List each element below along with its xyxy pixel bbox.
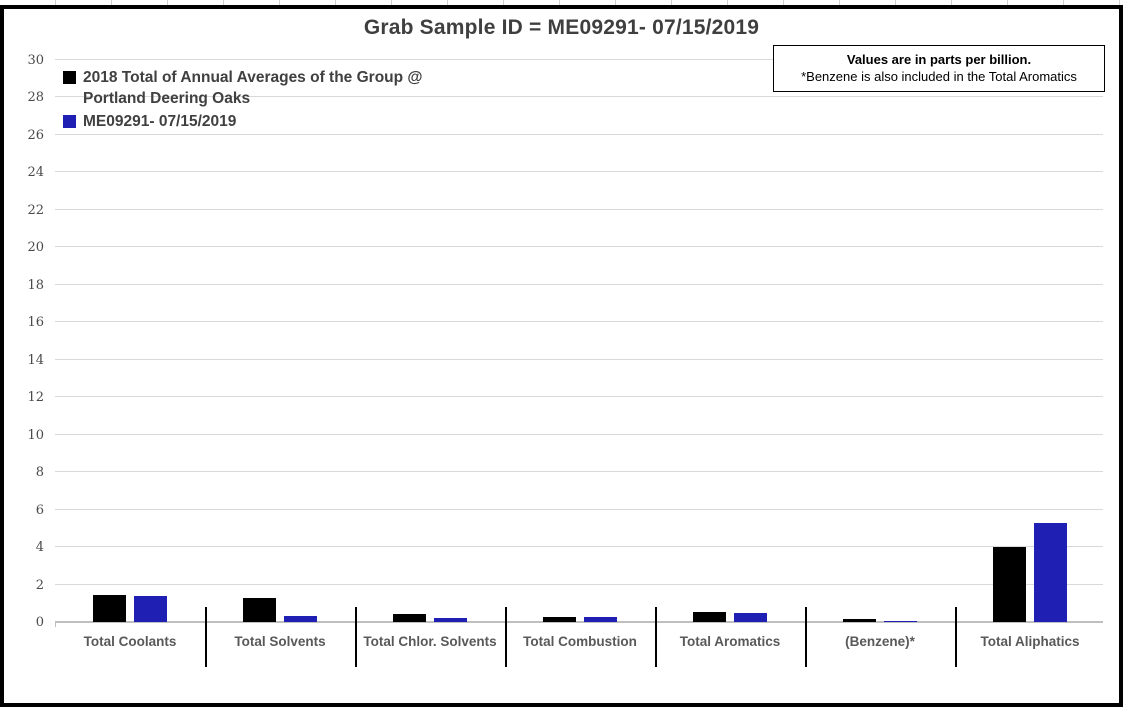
legend-swatch-icon	[63, 115, 76, 128]
y-tick-label: 12	[27, 390, 44, 406]
y-tick-label: 20	[27, 240, 44, 256]
bar-series2[interactable]	[434, 618, 467, 622]
bar-series1[interactable]	[693, 612, 726, 622]
bar-series1[interactable]	[393, 614, 426, 622]
bar-series2[interactable]	[284, 616, 317, 622]
category-group	[805, 60, 955, 649]
legend-item	[63, 111, 483, 132]
bar-series2[interactable]	[584, 617, 617, 622]
category-label: Total Solvents	[234, 634, 326, 649]
bar-row	[955, 523, 1105, 622]
bar-row	[505, 617, 655, 622]
bar-row	[655, 612, 805, 622]
note-box	[773, 45, 1105, 92]
category-label: Total Coolants	[83, 634, 177, 649]
chart-canvas[interactable]	[0, 5, 1123, 707]
bar-series1[interactable]	[243, 598, 276, 622]
note-line-benzene: *Benzene is also included in the Total Aromatics	[801, 69, 1077, 84]
legend-swatch-icon	[63, 71, 76, 84]
y-tick-label: 24	[27, 165, 44, 181]
bar-series1[interactable]	[843, 619, 876, 622]
category-group	[205, 60, 355, 649]
bar-series2[interactable]	[134, 596, 167, 622]
category-label: Total Chlor. Solvents	[363, 634, 497, 649]
category-group	[55, 60, 205, 649]
y-tick-label: 28	[27, 90, 44, 106]
category-label: Total Combustion	[523, 634, 637, 649]
category-label: Total Aromatics	[679, 634, 781, 649]
bar-series1[interactable]	[993, 547, 1026, 622]
legend-item	[63, 67, 483, 109]
y-tick-label: 14	[27, 352, 44, 368]
bar-series2[interactable]	[884, 621, 917, 622]
bar-series1[interactable]	[93, 595, 126, 622]
legend	[63, 67, 483, 134]
bar-row	[55, 595, 205, 622]
bar-row	[805, 619, 955, 622]
legend-label: 2018 Total of Annual Averages of the Group @ Portland Deering Oaks	[83, 69, 423, 107]
y-tick-label: 4	[35, 540, 44, 556]
y-tick-label: 30	[27, 53, 44, 68]
bar-row	[355, 614, 505, 622]
chart-title: Grab Sample ID = ME09291- 07/15/2019	[363, 16, 760, 39]
y-tick-label: 10	[27, 427, 44, 443]
category-group	[505, 60, 655, 649]
y-tick-label: 26	[27, 127, 44, 143]
y-tick-label: 6	[35, 502, 44, 518]
category-group	[355, 60, 505, 649]
bar-series2[interactable]	[1034, 523, 1067, 622]
category-label: Total Aliphatics	[980, 634, 1080, 649]
y-tick-label: 8	[35, 465, 44, 481]
note-line-units: Values are in parts per billion.	[846, 52, 1032, 67]
legend-label: ME09291- 07/15/2019	[83, 113, 237, 130]
bar-series1[interactable]	[543, 617, 576, 622]
category-group	[955, 60, 1105, 649]
category-label: (Benzene)*	[845, 634, 915, 649]
y-tick-label: 2	[35, 577, 44, 593]
y-tick-label: 0	[35, 615, 44, 630]
y-tick-label: 22	[27, 202, 44, 218]
bar-series2[interactable]	[734, 613, 767, 622]
y-tick-label: 16	[27, 315, 44, 331]
category-group	[655, 60, 805, 649]
y-tick-label: 18	[27, 277, 44, 293]
bar-row	[205, 598, 355, 622]
x-axis-tick	[55, 622, 56, 627]
